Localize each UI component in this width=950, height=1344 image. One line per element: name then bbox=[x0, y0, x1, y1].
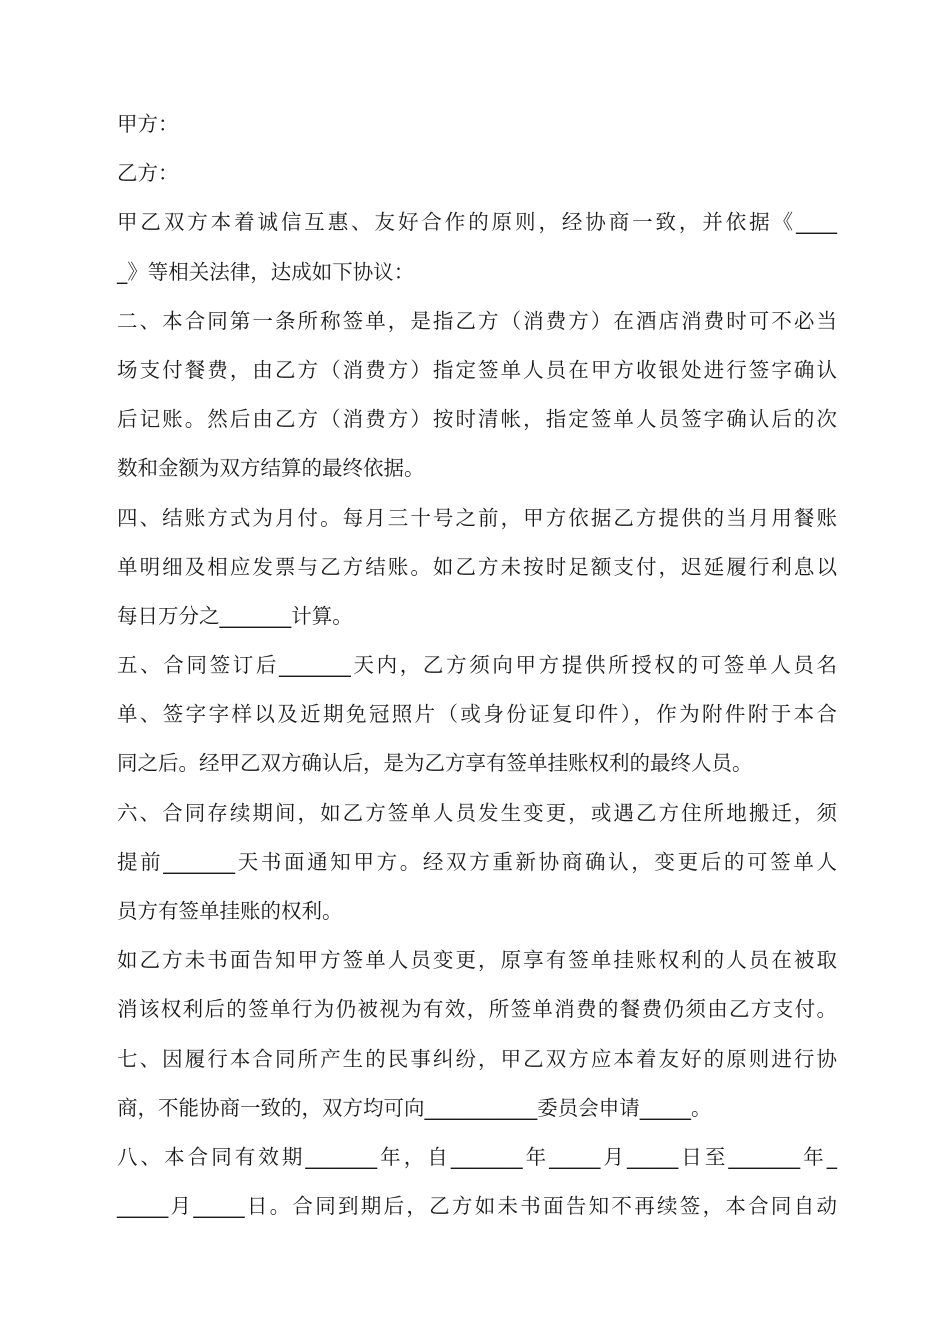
party-a-line: 甲方： bbox=[117, 112, 179, 136]
clause-7-line: 七、因履行本合同所产生的民事纠纷，甲乙双方应本着友好的原则进行协 bbox=[117, 1046, 837, 1071]
clause-2-line: 二、本合同第一条所称签单，是指乙方（消费方）在酒店消费时可不必当 bbox=[117, 308, 837, 333]
clause-5-line: 同之后。经甲乙双方确认后，是为乙方享有签单挂账权利的最终人员。 bbox=[117, 751, 753, 776]
clause-4-line: 四、结账方式为月付。每月三十号之前，甲方依据乙方提供的当月用餐账 bbox=[117, 505, 837, 530]
preamble-line: 甲乙双方本着诚信互惠、友好合作的原则，经协商一致，并依据《____ bbox=[117, 210, 837, 235]
preamble-line: _》等相关法律，达成如下协议： bbox=[117, 259, 415, 284]
clause-2-line: 后记账。然后由乙方（消费方）按时清帐，指定签单人员签字确认后的次 bbox=[117, 407, 837, 432]
clause-4-line: 每日万分之_______计算。 bbox=[117, 603, 353, 628]
clause-5-line: 五、合同签订后_______天内，乙方须向甲方提供所授权的可签单人员名 bbox=[117, 653, 837, 678]
clause-6-line: 提前_______天书面通知甲方。经双方重新协商确认，变更后的可签单人 bbox=[117, 849, 837, 874]
clause-4-line: 单明细及相应发票与乙方结账。如乙方未按时足额支付，迟延履行利息以 bbox=[117, 554, 837, 579]
clause-5-line: 单、签字字样以及近期免冠照片（或身份证复印件），作为附件附于本合 bbox=[117, 702, 837, 727]
clause-2-line: 场支付餐费，由乙方（消费方）指定签单人员在甲方收银处进行签字确认 bbox=[117, 357, 837, 382]
clause-6-line: 员方有签单挂账的权利。 bbox=[117, 899, 343, 923]
clause-2-line: 数和金额为双方结算的最终依据。 bbox=[117, 456, 425, 481]
clause-6-note-line: 消该权利后的签单行为仍被视为有效，所签单消费的餐费仍须由乙方支付。 bbox=[117, 997, 837, 1022]
clause-6-line: 六、合同存续期间，如乙方签单人员发生变更，或遇乙方住所地搬迁，须 bbox=[117, 800, 837, 825]
clause-8-line: _____月_____日。合同到期后，乙方如未书面告知不再续签，本合同自动 bbox=[117, 1194, 837, 1219]
clause-8-line: 八、本合同有效期_______年，自_______年_____月_____日至_______年_ bbox=[117, 1144, 837, 1169]
party-b-line: 乙方： bbox=[117, 161, 179, 186]
clause-6-note-line: 如乙方未书面告知甲方签单人员变更，原享有签单挂账权利的人员在被取 bbox=[117, 948, 837, 973]
contract-body bbox=[117, 100, 837, 1231]
clause-7-line: 商，不能协商一致的，双方均可向___________委员会申请_____。 bbox=[117, 1095, 712, 1120]
